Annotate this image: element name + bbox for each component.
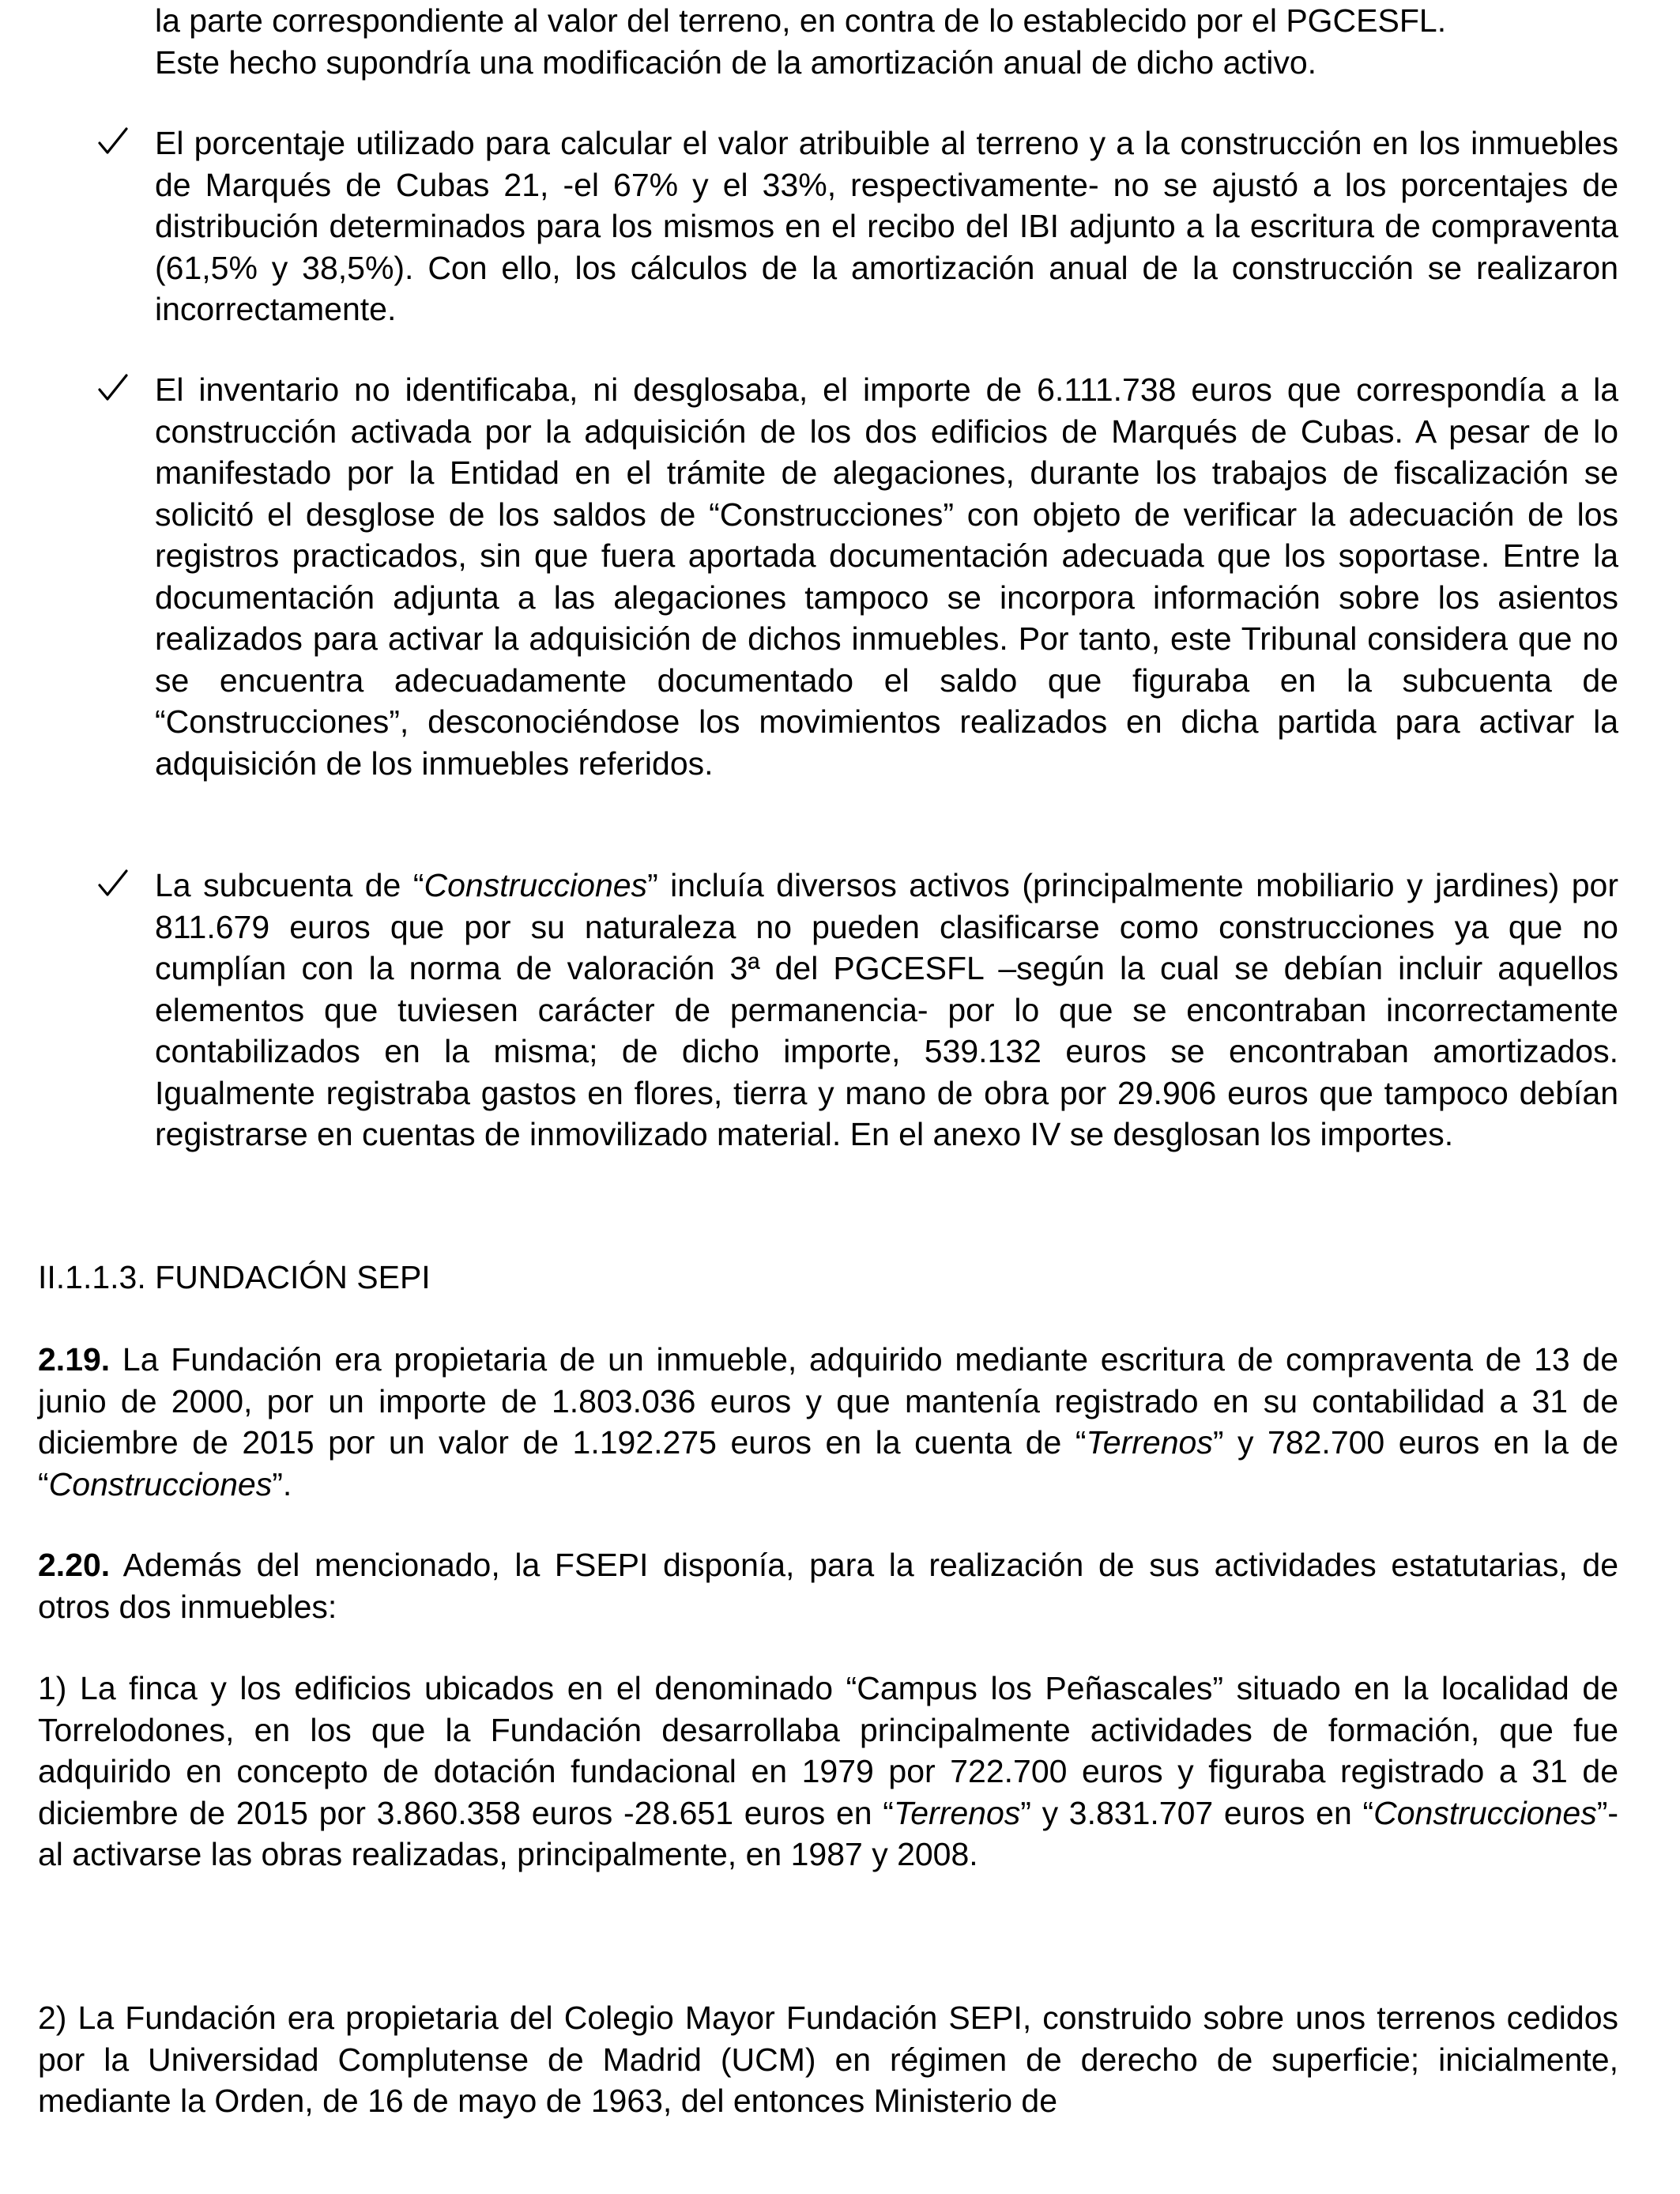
paragraph-text: La Fundación era propietaria de un inmueble, adquirido mediante escritura de compraventa de 13 de junio de 2000, por un importe de 1.803.036 euros y que mantenía registrado en su contabilidad a 31 de diciembre de 2015 por un valor de 1.192.275 euros en la cuenta de “	[38, 1341, 1618, 1461]
bullet-item-2: El inventario no identificaba, ni desglosaba, el importe de 6.111.738 euros que correspondía a la construcción activada por la adquisición de los dos edificios de Marqués de Cubas. A pesar de lo manifestado por la Entidad en el trámite de alegaciones, durante los trabajos de fiscalización se solicitó el desglose de los saldos de “Construcciones” con objeto de verificar la adecuación de los registros practicados, sin que fuera aportada documentación adecuada que los soportase. Entre la documentación adjunta a las alegaciones tampoco se incorpora información sobre los asientos realizados para activar la adquisición de dichos inmuebles. Por tanto, este Tribunal considera que no se encuentra adecuadamente documentado el saldo que figuraba en la subcuenta de “Construcciones”, desconociéndose los movimientos realizados en dicha partida para activar la adquisición de los inmuebles referidos.	[155, 371, 1618, 782]
item-italic: Construcciones	[1373, 1794, 1597, 1831]
item-italic: Terrenos	[893, 1794, 1021, 1831]
paragraph-text: ”.	[272, 1465, 292, 1502]
paragraph-italic: Construcciones	[48, 1465, 273, 1502]
paragraph-2-20	[38, 1544, 1618, 1627]
intro-continuation	[155, 0, 1618, 83]
bullet-3-italic: Construcciones	[424, 867, 648, 903]
bullet-3-text-before: La subcuenta de “	[155, 867, 424, 903]
paragraph-number: 2.19.	[38, 1341, 111, 1378]
paragraph-text: ” y 782.700 euros en la de “	[38, 1424, 1619, 1502]
item-text: 1) La finca y los edificios ubicados en el denominado “Campus los Peñascales” situado en la localidad de Torrelodones, en los que la Fundación desarrollaba principalmente actividades de formación, que fue adquirido en concepto de dotación fundacional en 1979 por 722.700 euros y figuraba registrado a 31 de diciembre de 2015 por 3.860.358 euros -28.651 euros en “	[38, 1670, 1618, 1831]
section-heading: II.1.1.3. FUNDACIÓN SEPI	[38, 1259, 431, 1295]
bullet-3-text-after: ” incluía diversos activos (principalmente mobiliario y jardines) por 811.679 euros que por su naturaleza no pueden clasificarse como construcciones ya que no cumplían con la norma de valoración 3ª del PGCESFL –según la cual se debían incluir aquellos elementos que tuviesen carácter de permanencia- por lo que se encontraban incorrectamente contabilizados en la misma; de dicho importe, 539.132 euros se encontraban amortizados. Igualmente registraba gastos en flores, tierra y mano de obra por 29.906 euros que tampoco debían registrarse en cuentas de inmovilizado material. En el anexo IV se desglosan los importes.	[155, 867, 1618, 1152]
checkmark-icon	[96, 866, 134, 907]
intro-line-2: Este hecho supondría una modificación de la amortización anual de dicho activo.	[155, 43, 1317, 81]
checkmark-icon	[96, 371, 134, 412]
numbered-item-1	[38, 1668, 1618, 1875]
bullet-item-1: El porcentaje utilizado para calcular el valor atribuible al terreno y a la construcción en los inmuebles de Marqués de Cubas 21, -el 67% y el 33%, respectivamente- no se ajustó a los porcentajes de distribución determinados para los mismos en el recibo del IBI adjunto a la escritura de compraventa (61,5% y 38,5%). Con ello, los cálculos de la amortización anual de la construcción se realizaron incorrectamente.	[155, 125, 1618, 327]
numbered-item-2: 2) La Fundación era propietaria del Colegio Mayor Fundación SEPI, construido sobre unos terrenos cedidos por la Universidad Complutense de Madrid (UCM) en régimen de derecho de superficie; inicialmente, mediante la Orden, de 16 de mayo de 1963, del entonces Ministerio de	[38, 2000, 1618, 2119]
checkmark-icon	[96, 124, 134, 165]
paragraph-text: Además del mencionado, la FSEPI disponía, para la realización de sus actividades estatutarias, de otros dos inmuebles:	[38, 1547, 1618, 1625]
intro-line-1: la parte correspondiente al valor del terreno, en contra de lo establecido por el PGCESFL.	[155, 2, 1447, 39]
item-text: ” y 3.831.707 euros en “	[1020, 1794, 1374, 1831]
item-text: ”- al activarse las obras realizadas, principalmente, en 1987 y 2008.	[38, 1794, 1619, 1872]
paragraph-2-19	[38, 1339, 1618, 1505]
paragraph-italic: Terrenos	[1086, 1424, 1213, 1461]
bullet-item-3	[155, 865, 1618, 1155]
paragraph-number: 2.20.	[38, 1547, 111, 1583]
